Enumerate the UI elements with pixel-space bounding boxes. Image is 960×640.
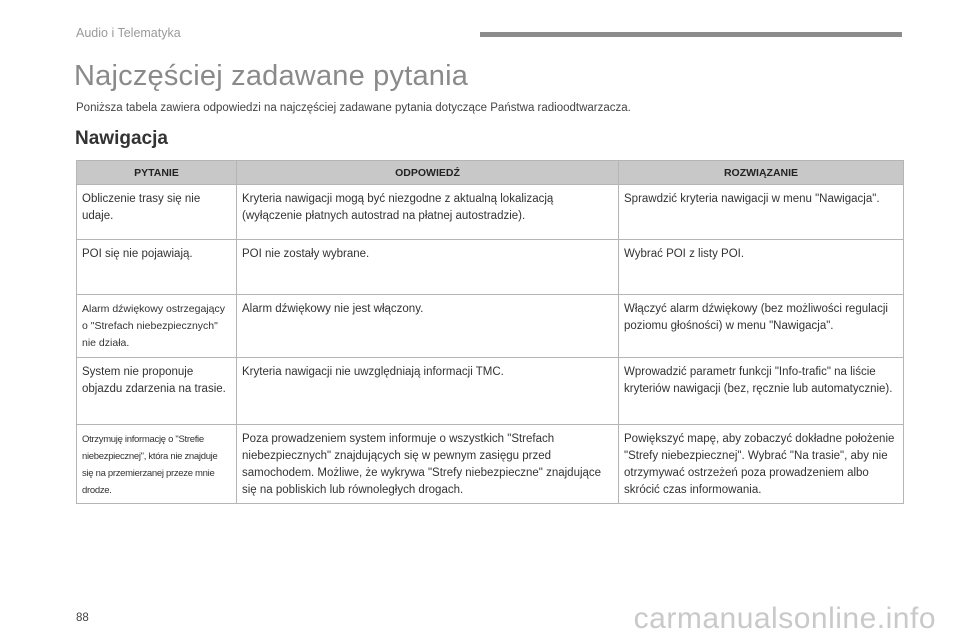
answer-cell: POI nie zostały wybrane. bbox=[237, 240, 619, 295]
section-title: Nawigacja bbox=[75, 128, 168, 149]
solution-cell: Włączyć alarm dźwiękowy (bez możliwości regulacji poziomu głośności) w menu "Nawigacja". bbox=[619, 295, 904, 358]
intro-text: Poniższa tabela zawiera odpowiedzi na najczęściej zadawane pytania dotyczące Państwa radioodtwarzacza. bbox=[76, 102, 631, 114]
solution-cell: Powiększyć mapę, aby zobaczyć dokładne położenie "Strefy niebezpiecznej". Wybrać "Na trasie", aby nie otrzymywać ostrzeżeń poza prowadzeniem albo skrócić czas informowania. bbox=[619, 425, 904, 504]
table-row bbox=[77, 185, 904, 240]
question-cell: Alarm dźwiękowy ostrzegający o "Strefach niebezpiecznych" nie działa. bbox=[77, 295, 237, 358]
answer-cell: Poza prowadzeniem system informuje o wszystkich "Strefach niebezpiecznych" znajdujących się w pewnym zasięgu przed samochodem. Możliwe, że wykrywa "Strefy niebezpieczne" znajdujące się na pobliskich lub równoległych drogach. bbox=[237, 425, 619, 504]
header-solution: ROZWIĄZANIE bbox=[619, 161, 904, 185]
question-cell: Otrzymuję informację o "Strefie niebezpiecznej", która nie znajduje się na przemierzanej przeze mnie drodze. bbox=[77, 425, 237, 504]
header-question: PYTANIE bbox=[77, 161, 237, 185]
answer-cell: Alarm dźwiękowy nie jest włączony. bbox=[237, 295, 619, 358]
faq-table bbox=[76, 160, 904, 504]
question-cell: POI się nie pojawiają. bbox=[77, 240, 237, 295]
table-row bbox=[77, 295, 904, 358]
header-label: Audio i Telematyka bbox=[76, 26, 181, 40]
table-row bbox=[77, 425, 904, 504]
solution-cell: Wprowadzić parametr funkcji "Info-trafic" na liście kryteriów nawigacji (bez, ręcznie lub automatycznie). bbox=[619, 358, 904, 425]
table-row bbox=[77, 358, 904, 425]
page-number: 88 bbox=[76, 612, 89, 624]
question-cell: Obliczenie trasy się nie udaje. bbox=[77, 185, 237, 240]
answer-cell: Kryteria nawigacji mogą być niezgodne z aktualną lokalizacją (wyłączenie płatnych autostrad na płatnej autostradzie). bbox=[237, 185, 619, 240]
table-row bbox=[77, 240, 904, 295]
page-title: Najczęściej zadawane pytania bbox=[74, 60, 469, 92]
answer-cell: Kryteria nawigacji nie uwzględniają informacji TMC. bbox=[237, 358, 619, 425]
solution-cell: Wybrać POI z listy POI. bbox=[619, 240, 904, 295]
header-answer: ODPOWIEDŹ bbox=[237, 161, 619, 185]
question-cell: System nie proponuje objazdu zdarzenia na trasie. bbox=[77, 358, 237, 425]
header-rule bbox=[480, 32, 902, 37]
solution-cell: Sprawdzić kryteria nawigacji w menu "Nawigacja". bbox=[619, 185, 904, 240]
watermark: carmanualsonline.info bbox=[633, 602, 936, 635]
table-header-row bbox=[77, 161, 904, 185]
